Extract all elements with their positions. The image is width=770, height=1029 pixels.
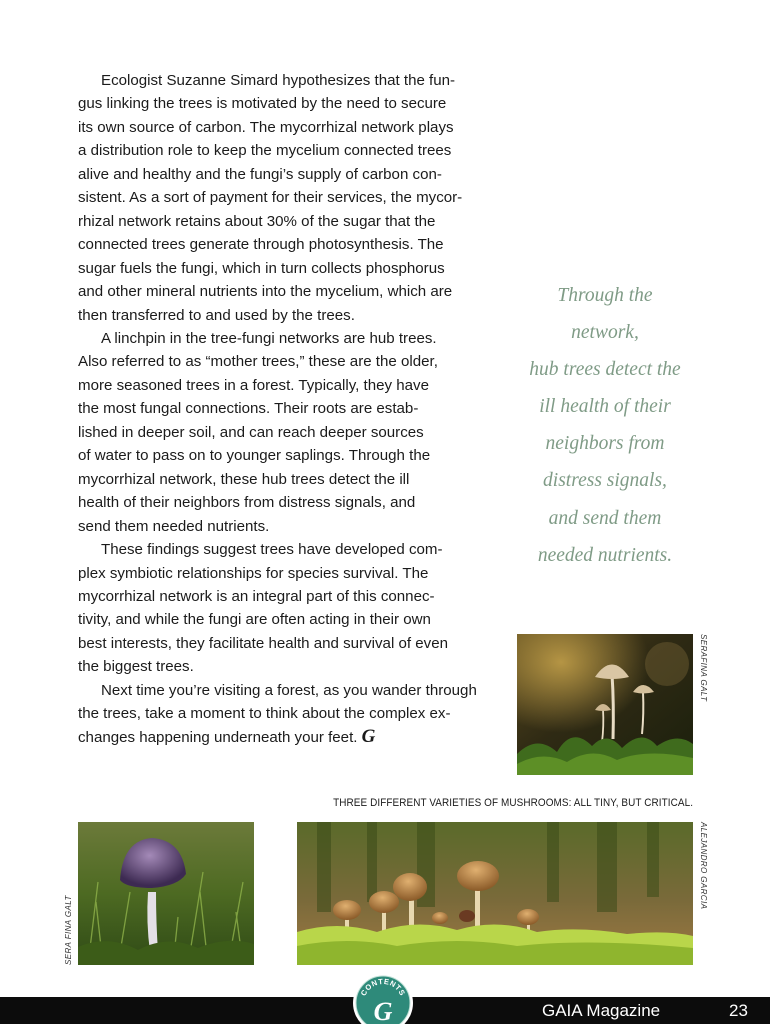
photo-credit: ALEJANDRO GARCIA — [699, 822, 708, 910]
article-line: connected trees generate through photosynthesis. The — [78, 236, 444, 254]
article-line: tivity, and while the fungi are often acting in their own — [78, 611, 431, 629]
article-line: the most fungal connections. Their roots are estab- — [78, 400, 419, 418]
article-line: send them needed nutrients. — [78, 517, 270, 535]
pull-quote-line: distress signals, — [543, 470, 667, 492]
article-line: Ecologist Suzanne Simard hypothesizes that the fun- — [101, 72, 456, 89]
article-line: Also referred to as “mother trees,” these are the older, — [78, 353, 438, 371]
article-line: health of their neighbors from distress signals, and — [78, 494, 416, 512]
article-line: sugar fuels the fungi, which in turn collects phosphorus — [78, 259, 445, 277]
article-line: alive and healthy and the fungi’s supply of carbon con- — [78, 165, 442, 183]
article-line: and other mineral nutrients into the mycelium, which are — [78, 283, 453, 301]
magazine-name: GAIA Magazine — [542, 1001, 661, 1020]
article-line: its own source of carbon. The mycorrhizal network plays — [78, 118, 454, 136]
pull-quote-line: network, — [571, 322, 639, 344]
article-line: rhizal network retains about 30% of the sugar that the — [78, 212, 436, 230]
article-end-mark: G — [361, 725, 376, 747]
article-line: more seasoned trees in a forest. Typically, they have — [78, 376, 429, 394]
photo-credit: SERA FINA GALT — [64, 895, 73, 965]
article-line: the biggest trees. — [78, 658, 194, 676]
article-line: mycorrhizal network is an integral part of this connec- — [78, 587, 435, 605]
article-line: of water to pass on to younger saplings. Through the — [78, 447, 431, 465]
pull-quote-line: neighbors from — [545, 433, 665, 455]
article-line: plex symbiotic relationships for species survival. The — [78, 564, 429, 582]
purple-mushroom-photo — [78, 822, 254, 965]
pull-quote — [505, 277, 705, 574]
article-line: Next time you’re visiting a forest, as you wander through — [101, 681, 477, 699]
article-line: then transferred to and used by the trees. — [78, 306, 355, 324]
article-line — [78, 726, 474, 749]
contents-button[interactable] — [350, 970, 416, 1024]
article-last-line-text: changes happening underneath your feet. — [78, 728, 362, 746]
mushrooms-moss-photo — [517, 634, 693, 775]
pull-quote-line: and send them — [548, 507, 662, 529]
pull-quote-line: Through the — [557, 285, 653, 306]
pull-quote-line: needed nutrients. — [537, 544, 673, 566]
page-number: 23 — [729, 1001, 748, 1020]
contents-label: CONTENTS — [358, 976, 408, 998]
photo-credit: SERAFINA GALT — [699, 634, 708, 702]
wide-mushrooms-photo — [297, 822, 693, 965]
pull-quote-line: hub trees detect the — [529, 359, 681, 381]
article-line: gus linking the trees is motivated by the need to secure — [78, 95, 447, 113]
article-line: the trees, take a moment to think about the complex ex- — [78, 705, 451, 723]
article-body — [78, 69, 477, 749]
article-line: best interests, they facilitate health and survival of even — [78, 634, 449, 652]
contents-g-logo: G — [373, 997, 393, 1024]
article-line: a distribution role to keep the mycelium connected trees — [78, 142, 452, 160]
article-line: lished in deeper soil, and can reach deeper sources — [78, 423, 424, 441]
article-line: mycorrhizal network, these hub trees detect the ill — [78, 470, 410, 488]
article-line: A linchpin in the tree-fungi networks are hub trees. — [101, 329, 437, 347]
photo-caption: THREE DIFFERENT VARIETIES OF MUSHROOMS: ALL TINY, BUT CRITICAL. — [332, 797, 693, 809]
article-line: sistent. As a sort of payment for their services, the mycor- — [78, 189, 463, 207]
pull-quote-line: ill health of their — [539, 396, 671, 418]
article-line: These findings suggest trees have developed com- — [101, 541, 443, 559]
